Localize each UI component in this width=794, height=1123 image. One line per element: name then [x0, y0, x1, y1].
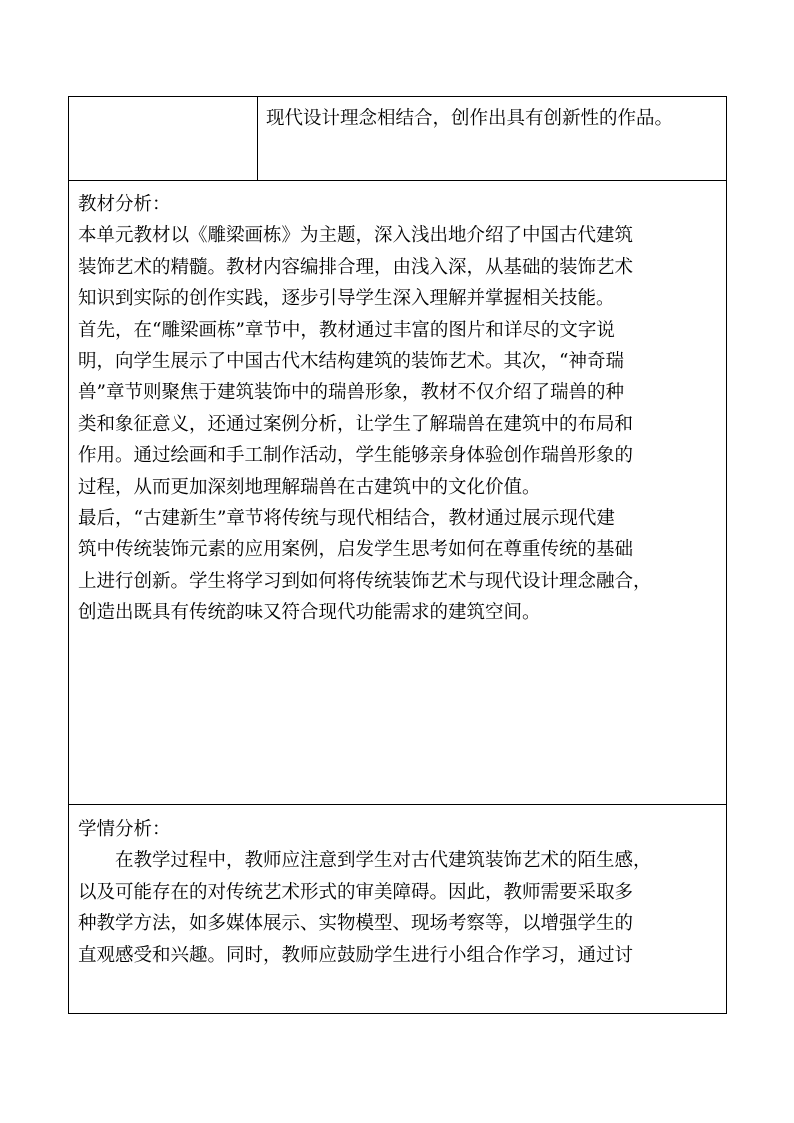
students-section — [78, 814, 718, 971]
column-divider — [257, 96, 258, 181]
materials-line: 知识到实际的创作实践，逐步引导学生深入理解并掌握相关技能。 — [78, 288, 615, 310]
students-line: 直观感受和兴趣。同时，教师应鼓励学生进行小组合作学习，通过讨 — [78, 944, 634, 966]
materials-section — [78, 189, 718, 629]
students-heading: 学情分析： — [78, 819, 171, 840]
materials-line: 类和象征意义，还通过案例分析，让学生了解瑞兽在建筑中的布局和 — [78, 413, 634, 435]
materials-line: 首先，在“雕梁画栋”章节中，教材通过丰富的图片和详尽的文字说 — [78, 319, 615, 341]
row-divider-2 — [68, 804, 727, 805]
students-line: 种教学方法，如多媒体展示、实物模型、现场考察等，以增强学生的 — [78, 913, 634, 935]
materials-heading: 教材分析： — [78, 194, 171, 215]
materials-line: 作用。通过绘画和手工制作活动，学生能够亲身体验创作瑞兽形象的 — [78, 445, 634, 467]
materials-line: 明，向学生展示了中国古代木结构建筑的装饰艺术。其次，“神奇瑞 — [78, 351, 624, 373]
students-line: 以及可能存在的对传统艺术形式的审美障碍。因此，教师需要采取多 — [78, 881, 634, 903]
materials-line: 上进行创新。学生将学习到如何将传统装饰艺术与现代设计理念融合， — [78, 570, 652, 592]
materials-line: 本单元教材以《雕梁画栋》为主题，深入浅出地介绍了中国古代建筑 — [78, 225, 634, 247]
materials-line: 过程，从而更加深刻地理解瑞兽在古建筑中的文化价值。 — [78, 476, 541, 498]
row1-right-text: 现代设计理念相结合，创作出具有创新性的作品。 — [266, 108, 674, 129]
materials-line: 装饰艺术的精髓。教材内容编排合理，由浅入深，从基础的装饰艺术 — [78, 256, 634, 278]
row-divider-1 — [68, 180, 727, 181]
materials-line: 兽”章节则聚焦于建筑装饰中的瑞兽形象，教材不仅介绍了瑞兽的种 — [78, 382, 624, 404]
materials-line: 筑中传统装饰元素的应用案例，启发学生思考如何在尊重传统的基础 — [78, 539, 634, 561]
materials-line: 最后，“古建新生”章节将传统与现代相结合，教材通过展示现代建 — [78, 508, 615, 530]
materials-line: 创造出既具有传统韵味又符合现代功能需求的建筑空间。 — [78, 602, 541, 624]
students-line: 在教学过程中，教师应注意到学生对古代建筑装饰艺术的陌生感， — [78, 850, 652, 872]
